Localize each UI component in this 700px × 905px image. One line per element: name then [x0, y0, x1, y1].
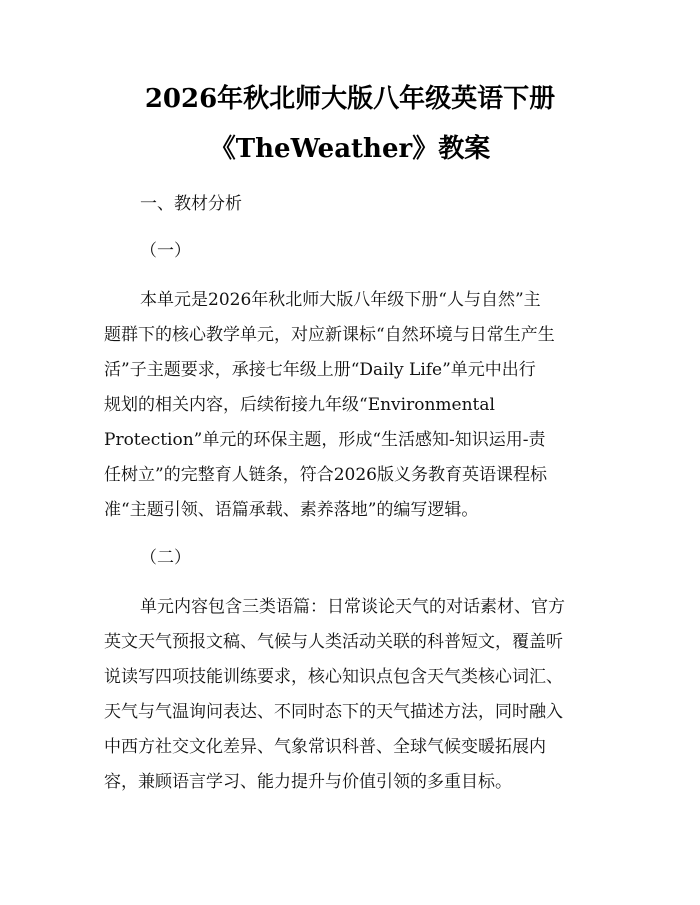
paragraph-line: 准“主题引领、语篇承载、素养落地”的编写逻辑。: [104, 500, 479, 520]
document-title-line-1: 2026年秋北师大版八年级英语下册: [144, 84, 556, 114]
document-title-line-2: 《TheWeather》教案: [209, 134, 491, 164]
paragraph-line: 题群下的核心教学单元，对应新课标“自然环境与日常生产生: [104, 325, 555, 345]
paragraph-line: 容，兼顾语言学习、能力提升与价值引领的多重目标。: [104, 772, 512, 792]
paragraph-line: 天气与气温询问表达、不同时态下的天气描述方法，同时融入: [104, 702, 563, 722]
paragraph-line: 英文天气预报文稿、气候与人类活动关联的科普短文，覆盖听: [104, 632, 563, 652]
paragraph-line: 中西方社交文化差异、气象常识科普、全球气候变暖拓展内: [104, 737, 546, 757]
paragraph-line: Protection”单元的环保主题，形成“生活感知-知识运用-责: [104, 430, 546, 450]
section-heading: 一、教材分析: [140, 194, 242, 214]
paragraph-line: 活”子主题要求，承接七年级上册“Daily Life”单元中出行: [104, 360, 536, 380]
paragraph-line: 单元内容包含三类语篇：日常谈论天气的对话素材、官方: [140, 597, 565, 617]
paragraph-line: 本单元是2026年秋北师大版八年级下册“人与自然”主: [140, 290, 541, 310]
paragraph-line: 任树立”的完整育人链条，符合2026版义务教育英语课程标: [104, 465, 547, 485]
subsection-heading-2: （二）: [140, 548, 191, 568]
paragraph-line: 规划的相关内容，后续衔接九年级“Environmental: [104, 395, 495, 415]
paragraph-line: 说读写四项技能训练要求，核心知识点包含天气类核心词汇、: [104, 667, 563, 687]
subsection-heading-1: （一）: [140, 241, 191, 261]
